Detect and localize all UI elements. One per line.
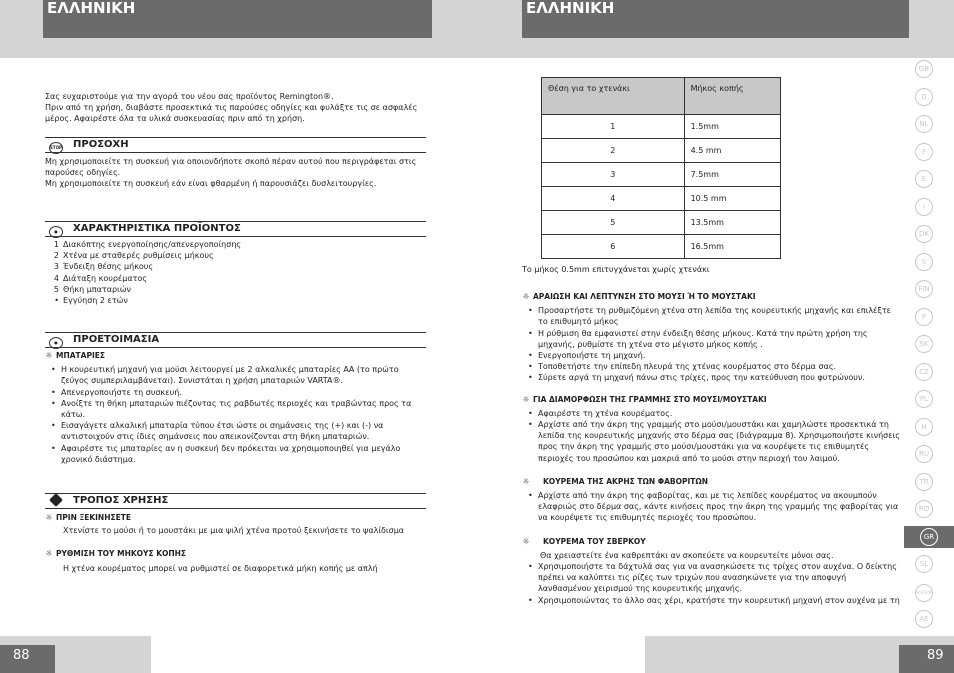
language-tab-label: E	[915, 170, 933, 188]
thinning-bullet: • Σύρετε αργά τη μηχανή πάνω στις τρίχες, προς την κατεύθυνση που φυτρώνουν.	[522, 372, 900, 383]
features-title: ΧΑΡΑΚΤΗΡΙΣΤΙΚΑ ΠΡΟΪΟΝΤΟΣ	[73, 223, 241, 234]
language-tab-tr[interactable]	[911, 471, 937, 493]
right-page-header: ΕΛΛΗΝΙΚΗ	[522, 0, 909, 38]
sun-icon: ☼	[522, 292, 530, 301]
prep-bullet: • Εισαγάγετε αλκαλική μπαταρία τύπου έτσι ώστε οι σημάνσεις της (+) και (-) να αντιστοιχούν στις ίδιες σημάνσεις που απεικονίζονται στη θήκη μπαταριών.	[45, 420, 413, 442]
right-body	[522, 291, 900, 606]
neckline-subheading: ☼ ΚΟΥΡΕΜΑ ΤΟΥ ΣΒΕΡΚΟΥ	[522, 536, 646, 546]
stop-icon: STOP	[49, 142, 63, 154]
table-row: 6 16.5mm	[542, 235, 781, 259]
sun-icon: ☼	[45, 513, 53, 522]
caution-text	[45, 156, 430, 190]
prep-title: ΠΡΟΕΤΟΙΜΑΣΙΑ	[73, 334, 160, 345]
intro-text	[45, 91, 430, 125]
language-tab-label: RO	[915, 500, 933, 518]
table-note: Το μήκος 0.5mm επιτυγχάνεται χωρίς χτενάκι	[522, 265, 710, 274]
language-tab-label: PL	[915, 390, 933, 408]
language-tab-h[interactable]	[911, 416, 937, 438]
language-tab-nl[interactable]	[911, 113, 937, 135]
language-tab-label: RU	[915, 445, 933, 463]
usage-title: ΤΡΟΠΟΣ ΧΡΗΣΗΣ	[73, 495, 169, 506]
language-tab-label: NL	[915, 115, 933, 133]
sideburns-bullet: • Αρχίστε από την άκρη της φαβορίτας, και με τις λεπίδες κουρέματος να ακουμπούν ελαφριώς στο δέρμα σας, κάντε κινήσεις προς την άκρη της γραμμής της φαβορίτας για να κουρέψετε τις επιθυμητές περιοχές του προσώπου.	[522, 490, 900, 524]
feature-item: 5 Θήκη μπαταριών	[53, 284, 131, 294]
prep-bullet: • Ανοίξτε τη θήκη μπαταριών πιέζοντας τις ραβδωτές περιοχές και τραβώντας προς τα κάτω.	[45, 398, 413, 420]
sun-icon: ☼	[522, 536, 530, 546]
language-tab-fin[interactable]	[911, 278, 937, 300]
language-tab-ro[interactable]	[911, 498, 937, 520]
feature-item: 4 Διάταξη κουρέματος	[53, 273, 148, 283]
language-tab-p[interactable]	[911, 306, 937, 328]
language-tab-gr[interactable]	[904, 526, 954, 548]
language-tab-label: GB	[915, 60, 933, 78]
before-start-text: Χτενίστε το μούσι ή το μουστάκι με μια ψιλή χτένα προτού ξεκινήσετε το ψαλίδισμα	[63, 526, 405, 536]
language-tab-label: TR	[915, 473, 933, 491]
language-tab-label: CZ	[915, 363, 933, 381]
neckline-bullet: • Χρησιμοποιώντας το άλλο σας χέρι, κρατήστε την κουρευτική μηχανή στον αυχένα με τη	[522, 595, 900, 606]
language-tab-gb[interactable]	[911, 58, 937, 80]
before-start-subheading: ☼ ΠΡΙΝ ΞΕΚΙΝΗΣΕΤΕ	[45, 513, 131, 522]
language-tab-ru[interactable]	[911, 443, 937, 465]
language-tab-e[interactable]	[911, 168, 937, 190]
thinning-bullet: • Προσαρτήστε τη ρυθμιζόμενη χτένα στη λεπίδα της κουρευτικής μηχανής και επιλέξτε το επιθυμητό μήκος	[522, 305, 900, 327]
language-tab-sl[interactable]	[911, 553, 937, 575]
language-tab-pl[interactable]	[911, 388, 937, 410]
language-tab-label: SL	[915, 555, 933, 573]
table-row: 4 10.5 mm	[542, 187, 781, 211]
table-row: 3 7.5mm	[542, 163, 781, 187]
outline-bullet: • Αρχίστε από την άκρη της γραμμής στο μούσι/μουστάκι και χαμηλώστε προσεκτικά τη λεπίδα της κουρευτικής μηχανής στο δέρμα σας (διάγραμμα 8). Χρησιμοποιήστε κινήσεις προς την άκρη της γραμμής στο μούσι/μουστάκι για να κουρέψετε τις επιθυμητές περιοχές του προσώπου και μακριά από το μούσι στην περιοχή του λαιμού.	[522, 419, 900, 464]
neckline-intro: Θα χρειαστείτε ένα καθρεπτάκι αν σκοπεύετε να κουρευτείτε μόνοι σας.	[540, 550, 834, 560]
language-tab-i[interactable]	[911, 196, 937, 218]
features-list	[45, 239, 430, 306]
thinning-subheading: ☼ ΑΡΑΙΩΣΗ ΚΑΙ ΛΕΠΤΥΝΣΗ ΣΤΟ ΜΟΥΣΙ Ή ΤΟ ΜΟΥΣΤΑΚΙ	[522, 292, 756, 301]
language-tab-label: GR	[920, 528, 938, 546]
outline-subheading: ☼ ΓΙΑ ΔΙΑΜΟΡΦΩΣΗ ΤΗΣ ΓΡΑΜΜΗΣ ΣΤΟ ΜΟΥΣΙ/ΜΟΥΣΤΑΚΙ	[522, 394, 767, 404]
features-heading	[45, 221, 426, 237]
language-tab-label: SK	[915, 335, 933, 353]
intro-line: Σας ευχαριστούμε για την αγορά του νέου σας προϊόντος Remington®.	[45, 92, 334, 101]
language-tab-sk[interactable]	[911, 333, 937, 355]
sideburns-subheading: ☼ ΚΟΥΡΕΜΑ ΤΗΣ ΑΚΡΗΣ ΤΩΝ ΦΑΒΟΡΙΤΩΝ	[522, 476, 709, 486]
table-row: 2 4.5 mm	[542, 139, 781, 163]
language-tab-label: HR/SRB	[915, 584, 933, 602]
caution-heading	[45, 137, 426, 153]
thinning-bullet: • Τοποθετήστε την επίπεδη πλευρά της χτένας κουρέματος στο δέρμα σας.	[522, 361, 900, 372]
intro-line: μέρος. Αφαιρέστε όλα τα υλικά συσκευασίας πριν από τη χρήση.	[45, 114, 305, 124]
thinning-bullet: • Ενεργοποιήστε τη μηχανή.	[522, 350, 900, 361]
info-icon	[49, 493, 63, 507]
prep-bullet: • Απενεργοποιήστε τη συσκευή.	[45, 387, 413, 398]
length-subheading: ☼ ΡΥΘΜΙΣΗ ΤΟΥ ΜΗΚΟΥΣ ΚΟΠΗΣ	[45, 549, 187, 559]
length-text: Η χτένα κουρέματος μπορεί να ρυθμιστεί σε διαφορετικά μήκη κοπής με απλή	[63, 563, 378, 573]
sun-icon: ☼	[45, 351, 53, 360]
language-tab-label: S	[915, 253, 933, 271]
feature-item: 1 Διακόπτης ενεργοποίησης/απενεργοποίησης	[53, 240, 242, 249]
language-tab-dk[interactable]	[911, 223, 937, 245]
batteries-subheading: ☼ ΜΠΑΤΑΡΙΕΣ	[45, 351, 105, 360]
caution-title: ΠΡΟΣΟΧΗ	[73, 139, 129, 150]
intro-line: Πριν από τη χρήση, διαβάστε προσεκτικά τις παρούσες οδηγίες και φυλάξτε τις σε ασφαλές	[45, 103, 418, 113]
eye-icon: ●	[49, 226, 63, 238]
table-header-cell: Μήκος κοπής	[684, 78, 780, 115]
feature-item: 2 Χτένα με σταθερές ρυθμίσεις μήκους	[53, 251, 214, 261]
left-page-header: ΕΛΛΗΝΙΚΗ	[43, 0, 432, 38]
caution-line: Μη χρησιμοποιείτε τη συσκευή για οποιονδήποτε σκοπό πέραν αυτού που περιγράφεται στις	[45, 157, 417, 166]
table-header-row	[542, 78, 781, 115]
usage-body	[45, 512, 430, 574]
language-tab-s[interactable]	[911, 251, 937, 273]
right-page-number: 89	[899, 645, 954, 673]
table-row: 1 1.5mm	[542, 115, 781, 139]
language-tab-cz[interactable]	[911, 361, 937, 383]
language-tab-label: AE	[915, 610, 933, 628]
prep-body	[45, 350, 413, 465]
sun-icon: ☼	[522, 394, 530, 404]
table-row: 5 13.5mm	[542, 211, 781, 235]
thinning-bullet: • Η ρύθμιση θα εμφανιστεί στην ένδειξη θέσης μήκους. Κατά την πρώτη χρήση της μηχανής, ρυθμίστε τη χτένα στο μέγιστο μήκος κοπής .	[522, 328, 900, 350]
language-tab-hr-srb[interactable]	[911, 581, 937, 603]
neckline-bullet: • Χρησιμοποιήστε τα δάχτυλά σας για να ανασηκώσετε τις τρίχες στον αυχένα. Ο δείκτης πρέπει να καλύπτει τις ρίζες των τριχών που ανασηκώνετε για την αποφυγή λανθασμένου χειρισμού της κουρευτικής μηχανής.	[522, 561, 900, 595]
prep-heading	[45, 332, 426, 348]
language-tab-label: I	[915, 198, 933, 216]
language-tab-label: FIN	[915, 280, 933, 298]
language-tab-label: P	[915, 308, 933, 326]
sun-icon: ☼	[522, 476, 530, 486]
table-header-cell: Θέση για το χτενάκι	[542, 78, 685, 115]
comb-length-table	[541, 77, 781, 259]
caution-line: παρούσες οδηγίες.	[45, 168, 121, 178]
language-tab-label: H	[915, 418, 933, 436]
usage-heading	[45, 493, 426, 509]
prep-bullet: • Αφαιρέστε τις μπαταρίες αν η συσκευή δεν πρόκειται να χρησιμοποιηθεί για μεγάλο χρονικό διάστημα.	[45, 443, 413, 465]
language-tab-ae[interactable]	[911, 608, 937, 630]
outline-bullet: • Αφαιρέστε τη χτένα κουρέματος.	[522, 408, 900, 419]
caution-line: Μη χρησιμοποιείτε τη συσκευή εάν είναι φθαρμένη ή παρουσιάζει δυσλειτουργίες.	[45, 179, 377, 189]
language-tab-label: DK	[915, 225, 933, 243]
language-tab-d[interactable]	[911, 86, 937, 108]
feature-item: 3 Ένδειξη θέσης μήκους	[53, 262, 154, 272]
left-page-number: 88	[0, 645, 55, 673]
feature-item: • Εγγύηση 2 ετών	[54, 296, 128, 306]
eye-icon: ●	[49, 337, 63, 349]
language-tab-f[interactable]	[911, 141, 937, 163]
language-tab-label: F	[915, 143, 933, 161]
sun-icon: ☼	[45, 549, 53, 559]
prep-bullet: • Η κουρευτική μηχανή για μούσι λειτουργεί με 2 αλκαλικές μπαταρίες ΑΑ (το πρώτο ζεύγος συμπεριλαμβάνεται). Συνιστάται η χρήση μπαταριών VARTA®.	[45, 364, 413, 386]
language-tab-label: D	[915, 88, 933, 106]
